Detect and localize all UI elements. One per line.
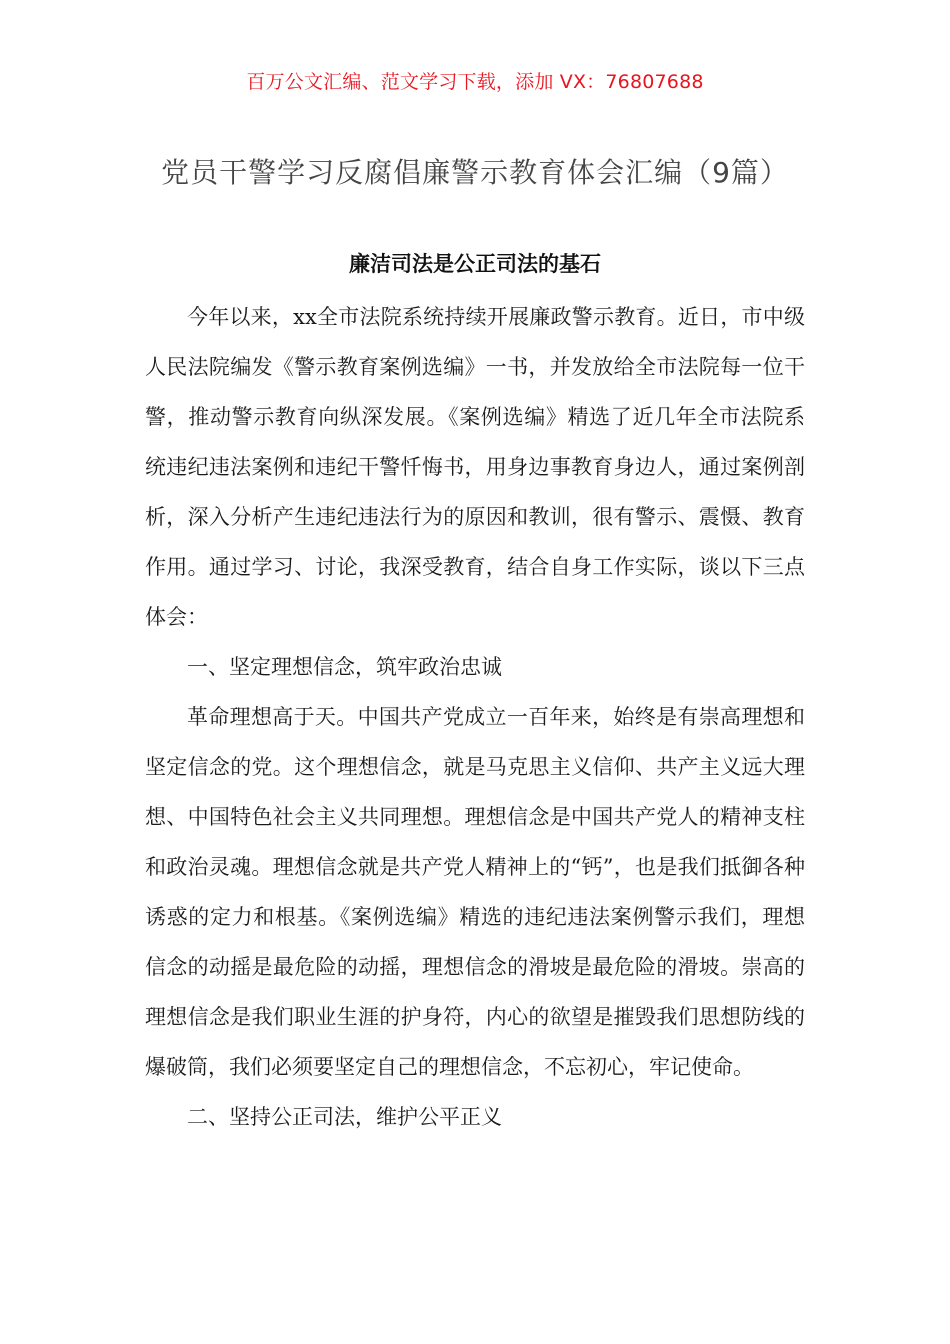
section-heading-2: 二、坚持公正司法，维护公平正义	[187, 1105, 502, 1129]
promo-banner: 百万公文汇编、范文学习下载，添加 VX：76807688	[246, 71, 704, 93]
document-title: 党员干警学习反腐倡廉警示教育体会汇编（9篇）	[161, 156, 789, 189]
section-1-paragraph: 革命理想高于天。中国共产党成立一百年来，始终是有崇高理想和坚定信念的党。这个理想信念，就是马克思主义信仰、共产主义远大理想、中国特色社会主义共同理想。理想信念是中国共产党人的精神支柱和政治灵魂。理想信念就是共产党人精神上的“钙”，也是我们抵御各种诱惑的定力和根基。《案例选编》精选的违纪违法案例警示我们，理想信念的动摇是最危险的动摇，理想信念的滑坡是最危险的滑坡。崇高的理想信念是我们职业生涯的护身符，内心的欲望是摧毁我们思想防线的爆破筒，我们必须要坚定自己的理想信念，不忘初心，牢记使命。	[145, 705, 805, 1079]
article-body	[145, 292, 805, 1142]
intro-paragraph: 今年以来，xx全市法院系统持续开展廉政警示教育。近日，市中级人民法院编发《警示教育案例选编》一书，并发放给全市法院每一位干警，推动警示教育向纵深发展。《案例选编》精选了近几年全市法院系统违纪违法案例和违纪干警忏悔书，用身边事教育身边人，通过案例剖析，深入分析产生违纪违法行为的原因和教训，很有警示、震慑、教育作用。通过学习、讨论，我深受教育，结合自身工作实际，谈以下三点体会：	[145, 305, 805, 629]
article-subtitle: 廉洁司法是公正司法的基石	[349, 251, 601, 276]
section-heading-1: 一、坚定理想信念，筑牢政治忠诚	[187, 655, 502, 679]
